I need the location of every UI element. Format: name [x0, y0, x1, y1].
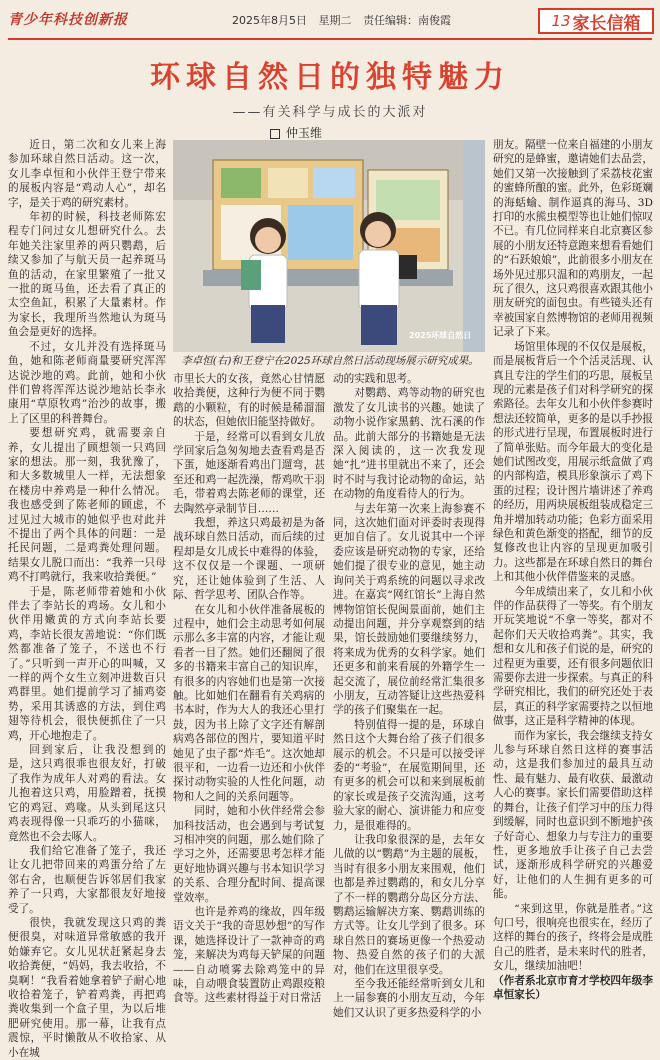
newspaper-brand: 青少年科技创新报: [8, 12, 128, 28]
author-signature: （作者系北京市育才学校四年级李卓恒家长）: [493, 974, 653, 1001]
author-name: 仲玉维: [286, 126, 323, 140]
paragraph: 场馆里体现的不仅仅是展板，而是展板背后一个个活灵活现、认真且专注的学生们的巧思，展板呈现的元素是孩子们对科学研究的探索路径。去年女儿和小伙伴参赛时想法还较简单，更多的是以手抄报的形式进行呈现，布置展板时进行了简单张贴。而今年最大的变化是她们试图改变，用展示纸盒做了鸡的内部构造，模具形象演示了鸡下蛋的过程；设计图片墙讲述了养鸡的经历，用两块展板组装成稳定三角并增加转动功能；色彩方面采用绿色和黄色渐变的搭配，细节的反复修改也让内容的呈现更加吸引力。这些都是在环球自然日的舞台上和其他小伙伴借鉴来的灵感。: [493, 340, 653, 584]
paragraph: 于是，经常可以看到女儿放学回家后急匆匆地去查看鸡是否下蛋，她逐渐看鸡出门遛弯，甚至还和鸡一起洗澡，帮鸡吹干羽毛，带着鸡去陈老师的课堂，还去陶然亭录制节目……: [173, 430, 325, 515]
paragraph: 朋友。隔壁一位来自福建的小朋友研究的是蜂蜜，邀请她们去品尝，她们又第一次接触到了采荔枝花蜜的蜜蜂所酿的蜜。此外，色彩斑斓的海蛞蝓、制作逼真的海马、3D打印的水熊虫模型等也让她们惊叹不已。有几位同样来自北京赛区参展的小朋友还特意跑来想看看她们的“石跃娘娘”，此前很多小朋友在场外见过那只温和的鸡朋友，一起玩了很久，这只鸡很喜欢跟其他小朋友研究的面包虫。有些镜头还有幸被国家自然博物馆的老师用视频记录了下来。: [493, 139, 653, 339]
issue-info: [232, 12, 459, 28]
issue-date: 2025年8月5日: [232, 14, 307, 27]
paragraph: 特别值得一提的是，环球自然日这个大舞台给了孩子们很多展示的机会。不只是可以接受评委的“考验”，在展览期间里，还有更多的机会可以和来到展板前的家长或是孩子交流沟通，这考验大家的耐心、演讲能力和应变力，是很难得的。: [333, 718, 485, 832]
article-title: 环球自然日的独特魅力: [150, 60, 510, 95]
paragraph: 市里长大的女孩，竟然心甘情愿收拾粪便，这种行为便不同于鹦鹉的小颗粒，有的时候是稀溜溜的状态，但她依旧能坚持做好。: [173, 373, 325, 429]
column-3: [333, 372, 485, 1019]
article-subtitle: ——有关科学与成长的大派对: [232, 105, 428, 120]
section-badge: [538, 8, 654, 34]
paragraph: 回到家后，让我没想到的是，这只鸡很乖也很友好，打破了我作为成年人对鸡的看法。女儿抱着这只鸡，用脸蹭着，抚摸它的鸡冠、鸡喙。从头到尾这只鸡表现得像一只乖巧的小猫咪，竟然也不会去啄人。: [8, 744, 166, 843]
paragraph: 近日，第二次和女儿来上海参加环球自然日活动。这一次，女儿李卓恒和小伙伴王登宁带来的展板内容是“鸡动人心”，却名字，是关于鸡的研究素材。: [8, 139, 166, 209]
paragraph: 今年成绩出来了，女儿和小伙伴的作品获得了一等奖。有个朋友开玩笑地说“不拿一等奖，都对不起你们天天收拾鸡粪”。其实，我想和女儿和孩子们说的是，研究的过程更为重要，还有很多问题依旧需要你去进一步探索。与真正的科学研究相比，我们的研究还处于表层，真正的科学家需要持之以恒地做事，这正是科学精神的体现。: [493, 585, 653, 728]
paragraph: 我想，养这只鸡最初是为备战环球自然日活动，而后续的过程却是女儿成长中难得的体验，这不仅仅是一个课题、一项研究，还让她体验到了生活、人际、哲学思考、团队合作等。: [173, 517, 325, 602]
paragraph: 要想研究鸡，就需要亲自养，女儿提出了顾想领一只鸡回家的想法。那一刻，我犹豫了，和大多数城里人一样，无法想象在楼房中养鸡是一种什么情况。我也感受到了陈老师的顾虑，不过见过大城市的她似乎也对此并不提出了两个具体的问题：一是托民问题，二是鸡粪处理问题。结果女儿脱口而出：“我养一只母鸡不打鸣就行，我来收拾粪便。”: [8, 427, 166, 584]
paragraph: 也许是养鸡的缘故，四年级语文关于“我的奇思妙想”的写作课，她选择设计了一款神奇的鸡笼，来解决为鸡每天铲屎的问题——自动喷雾去除鸡笼中的异味，自动喂食装置防止鸡跟疫粮食等。这些素材得益于对日常活: [173, 906, 325, 1005]
article-photo: [173, 140, 485, 352]
page-number: 13: [551, 12, 571, 30]
paragraph: 在女儿和小伙伴准备展板的过程中，她们会主动思考如何展示那么多丰富的内容，才能让观看者一目了然。她们还翻阅了很多的书籍来丰富自己的知识库，有很多的内容她们也是第一次接触。比如她们在翻看有关鸡病的书本时，作为大人的我还心里打鼓，因为书上除了文字还有解剖病鸡各部位的图片，要知道平时她见了虫子都“炸毛”。这次她却很平和，一边看一边还和小伙伴探讨动物实验的人性化问题，动物和人之间的关系问题等。: [173, 603, 325, 803]
paragraph: 动的实践和思考。: [333, 373, 418, 385]
photo-illustration: [173, 140, 485, 352]
column-2: [173, 372, 325, 1005]
masthead-divider: [8, 38, 652, 40]
author-marker-icon: [270, 129, 280, 139]
paragraph: 很快，我就发现这只鸡的粪便很臭，对味道异常敏感的我开始嫌弃它。女儿见状赶紧起身去收拾粪便，“妈妈，我去收拾，不臭啊！”我看着她拿着铲子耐心地收拾着笼子，铲着鸡粪，再把鸡粪收集到一个盒子里，为以后堆肥研究使用。那一幕，让我有点震惊，平时懒散从不收拾家、从小在城: [8, 916, 166, 1059]
article-author: [270, 124, 322, 141]
paragraph: 对鹦鹉、鸡等动物的研究也激发了女儿读书的兴趣。她读了动物小说作家黑鹤、沈石溪的作品。此前大部分的书籍她是无法深入阅读的，这一次我发现她“扎”进书里就出不来了，还会时不时与我讨论动物的命运，站在动物的角度看待人的行为。: [333, 387, 485, 501]
section-name: 家长信箱: [572, 13, 641, 34]
issue-editor: 责任编辑：南俊霞: [363, 14, 451, 27]
paragraph: 不过，女儿并没有选择斑马鱼，她和陈老师商量要研究浑浑达说沙地的鸡。此前，她和小伙伴们曾将浑浑达说沙地站长李永康用“草原牧鸡”治沙的故事，搬上了区里的科普舞台。: [8, 340, 166, 425]
paragraph: 年初的时候，科技老师陈宏程专门问过女儿想研究什么。去年她关注家里养的两只鹦鹉，后续又参加了与航天员一起养斑马鱼的活动，在家里繁殖了一批又一批的斑马鱼，还去看了真正的太空鱼缸，积累了大量素材。作为家长，我理所当然地认为斑马鱼会是更好的选择。: [8, 211, 166, 339]
masthead: [0, 0, 660, 40]
paragraph: 至今我还能经常听到女儿和上一届参赛的小朋友互动，今年她们又认识了更多热爱科学的小: [333, 978, 485, 1019]
issue-weekday: 星期二: [318, 14, 352, 27]
paragraph: 与去年第一次来上海参赛不同，这次她们面对评委时表现得更加自信了。女儿说其中一个评委应该是研究动物的专家，还给她们提了很专业的意见，她主动询问关于鸡系统的问题以寻求改进。在嘉宾“网红馆长”上海自然博物馆馆长倪闽景面前，她们主动提出问题，并分享观察到的结果，馆长鼓励她们要继续努力，将来成为优秀的女科学家。她们还更多和前来看展的外籍学生一起交流了，展位前经常汇集很多小朋友，互动答疑让这些热爱科学的孩子们聚集在一起。: [333, 502, 485, 717]
paragraph: 同时，她和小伙伴经常会参加科技活动，也会遇到与考试复习相冲突的问题，那么她们除了学习之外，还需要思考怎样才能更好地协调兴趣与书本知识学习的关系、合理分配时间、提高课堂效率。: [173, 805, 325, 904]
column-4: [493, 138, 653, 1001]
paragraph: 而作为家长，我会继续支持女儿参与环球自然日这样的赛事活动，这是我们参加过的最具互动性、最有魅力、最有收获、最激动人心的赛事。家长们需要借助这样的舞台，让孩子们学习中的压力得到缓解，同时也意识到不断地护孩子好奇心、想象力与专注力的重要性，更多地放手让孩子自己去尝试，逐渐形成科学研究的兴趣爱好，让他们的人生拥有更多的可能。: [493, 729, 653, 901]
paragraph: 于是，陈老师带着她和小伙伴去了李站长的鸡场。女儿和小伙伴用嫩黄的方式向李站长要鸡，李站长很友善地说：“你们既然都准备了笼子，不送也不行了。”只听到一声开心的叫喊，又一样的两个女生立刻冲进数百只鸡群里。她们提前学习了捕鸡姿势，采用其诱惑的方法，到住鸡翅等待机会，很快便抓住了一只鸡，开心地抱走了。: [8, 585, 166, 742]
paragraph: 让我印象很深的是，去年女儿做的以“鹦鹉”为主题的展板，当时有很多小朋友来围观，他们也都是养过鹦鹉的，和女儿分享了不一样的鹦鹉分岛区分方法、鹦鹉运输解决方案、鹦鹉训练的方式等。让女儿学到了很多。环球自然日的赛场更像一个热爱动物、热爱自然的孩子们的大派对，他们在这里很享受。: [333, 834, 485, 976]
photo-sign-text: 2025环球自然日: [409, 331, 472, 340]
paragraph: “来到这里，你就是胜者。”这句口号，很响亮也很实在，经历了这样的舞台的孩子，终将会是成胜自己的胜者，是未来时代的胜者，女儿，继续加油吧！: [493, 902, 653, 973]
column-1: [8, 138, 166, 1059]
paragraph: 我们给它准备了笼子，我还让女儿把带回来的鸡蛋分给了左邻右舍，也顺便告诉邻居们我家养了一只鸡，大家都很友好地接受了。: [8, 844, 166, 915]
photo-caption: 李卓恒(右)和王登宁在2025环球自然日活动现场展示研究成果。: [181, 355, 479, 367]
